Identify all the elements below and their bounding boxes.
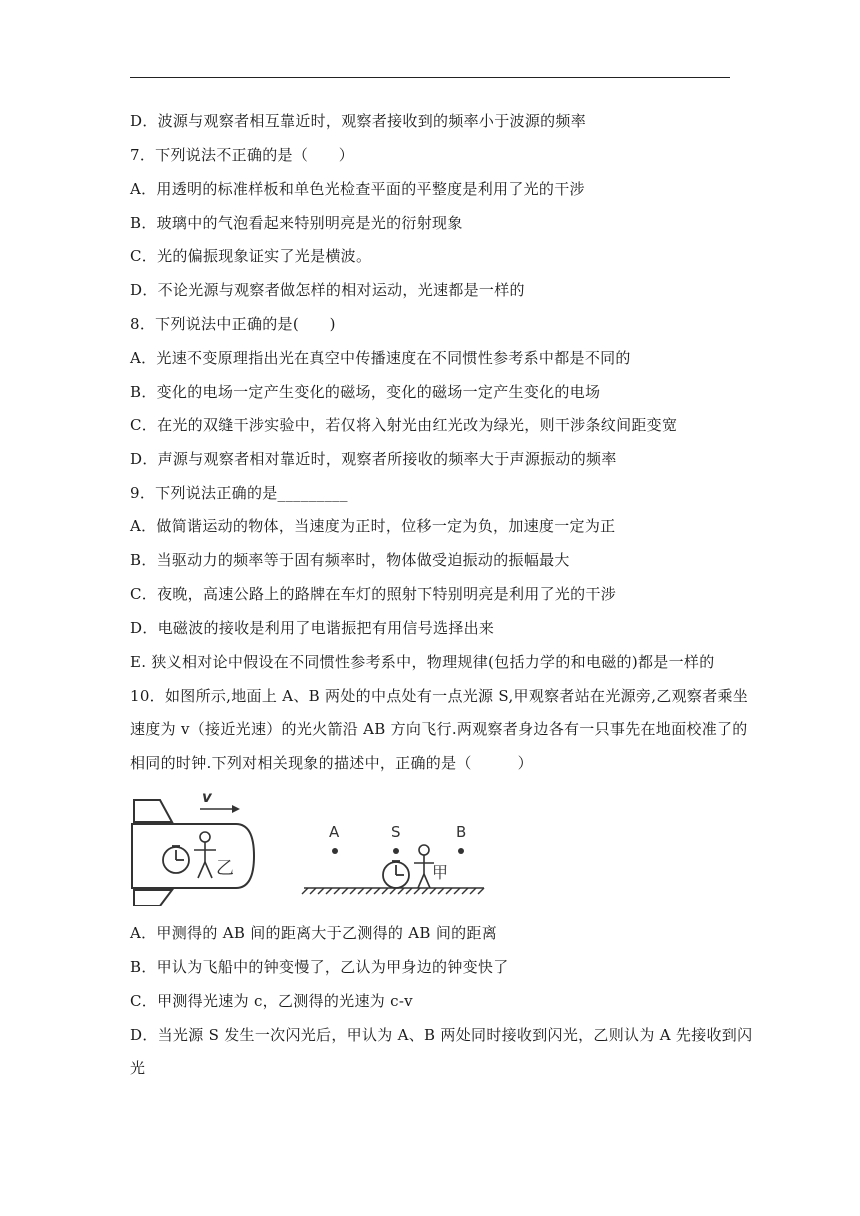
rocket-bottom-fin (134, 890, 172, 906)
q10-stem-line-2: 速度为 v（接近光速）的光火箭沿 AB 方向飞行.两观察者身边各有一只事先在地面校准了的 (130, 720, 748, 738)
q10-stem-line-3: 相同的时钟.下列对相关现象的描述中，正确的是（ ） (130, 754, 533, 772)
q7-option-c: C．光的偏振现象证实了光是横波。 (130, 247, 372, 265)
q10-option-d-line-2: 光 (130, 1059, 146, 1077)
rocket-body (132, 824, 254, 888)
q9-stem: 9．下列说法正确的是_________ (130, 484, 348, 502)
q10-option-a: A．甲测得的 AB 间的距离大于乙测得的 AB 间的距离 (130, 924, 498, 942)
point-b-label: B (456, 823, 467, 841)
q10-stem-line-1: 10．如图所示,地面上 A、B 两处的中点处有一点光源 S,甲观察者站在光源旁,乙观察者乘坐 (130, 687, 749, 705)
q9-option-e: E. 狭义相对论中假设在不同惯性参考系中，物理规律(包括力学的和电磁的)都是一样的 (130, 653, 715, 671)
point-s-label: S (391, 823, 401, 841)
q7-stem: 7．下列说法不正确的是（ ） (130, 146, 355, 164)
q9-option-b: B．当驱动力的频率等于固有频率时，物体做受迫振动的振幅最大 (130, 551, 570, 569)
q9-option-a: A．做简谐运动的物体，当速度为正时，位移一定为负，加速度一定为正 (130, 517, 616, 535)
velocity-arrow-head (232, 805, 240, 813)
rocket-clock (163, 846, 189, 873)
point-a-label: A (329, 823, 340, 841)
rocket-person-label: 乙 (216, 858, 234, 879)
velocity-label: v (202, 788, 212, 806)
q8-option-a: A．光速不变原理指出光在真空中传播速度在不同惯性参考系中都是不同的 (130, 349, 631, 367)
q9-option-c: C．夜晚，高速公路上的路牌在车灯的照射下特别明亮是利用了光的干涉 (130, 585, 617, 603)
q10-option-c: C．甲测得光速为 c，乙测得的光速为 c-v (130, 992, 413, 1010)
q10-option-b: B．甲认为飞船中的钟变慢了，乙认为甲身边的钟变快了 (130, 958, 509, 976)
q7-option-a: A．用透明的标准样板和单色光检查平面的平整度是利用了光的干涉 (130, 180, 585, 198)
q8-option-d: D．声源与观察者相对靠近时，观察者所接收的频率大于声源振动的频率 (130, 450, 617, 468)
header-rule (130, 77, 730, 78)
ground-person-label: 甲 (432, 863, 449, 882)
rocket-person (194, 832, 216, 878)
q8-option-c: C．在光的双缝干涉实验中，若仅将入射光由红光改为绿光，则干涉条纹间距变宽 (130, 416, 678, 434)
q7-option-d: D．不论光源与观察者做怎样的相对运动，光速都是一样的 (130, 281, 525, 299)
q8-option-b: B．变化的电场一定产生变化的磁场，变化的磁场一定产生变化的电场 (130, 383, 601, 401)
ground-clock (383, 861, 409, 888)
point-s-dot (393, 848, 399, 854)
q8-stem: 8．下列说法中正确的是( ) (130, 315, 336, 333)
q6-option-d: D．波源与观察者相互靠近时，观察者接收到的频率小于波源的频率 (130, 112, 587, 130)
rocket (132, 800, 254, 906)
q7-option-b: B．玻璃中的气泡看起来特别明亮是光的衍射现象 (130, 214, 463, 232)
q9-option-d: D．电磁波的接收是利用了电谐振把有用信号选择出来 (130, 619, 495, 637)
q10-figure (128, 788, 488, 906)
point-a-dot (332, 848, 338, 854)
q10-option-d-line-1: D．当光源 S 发生一次闪光后，甲认为 A、B 两处同时接收到闪光，乙则认为 A 先接收到闪 (130, 1026, 753, 1044)
point-b-dot (458, 848, 464, 854)
rocket-top-fin (134, 800, 172, 822)
q10-figure-svg (128, 788, 488, 906)
ground (302, 888, 484, 894)
ground-person (414, 845, 434, 888)
